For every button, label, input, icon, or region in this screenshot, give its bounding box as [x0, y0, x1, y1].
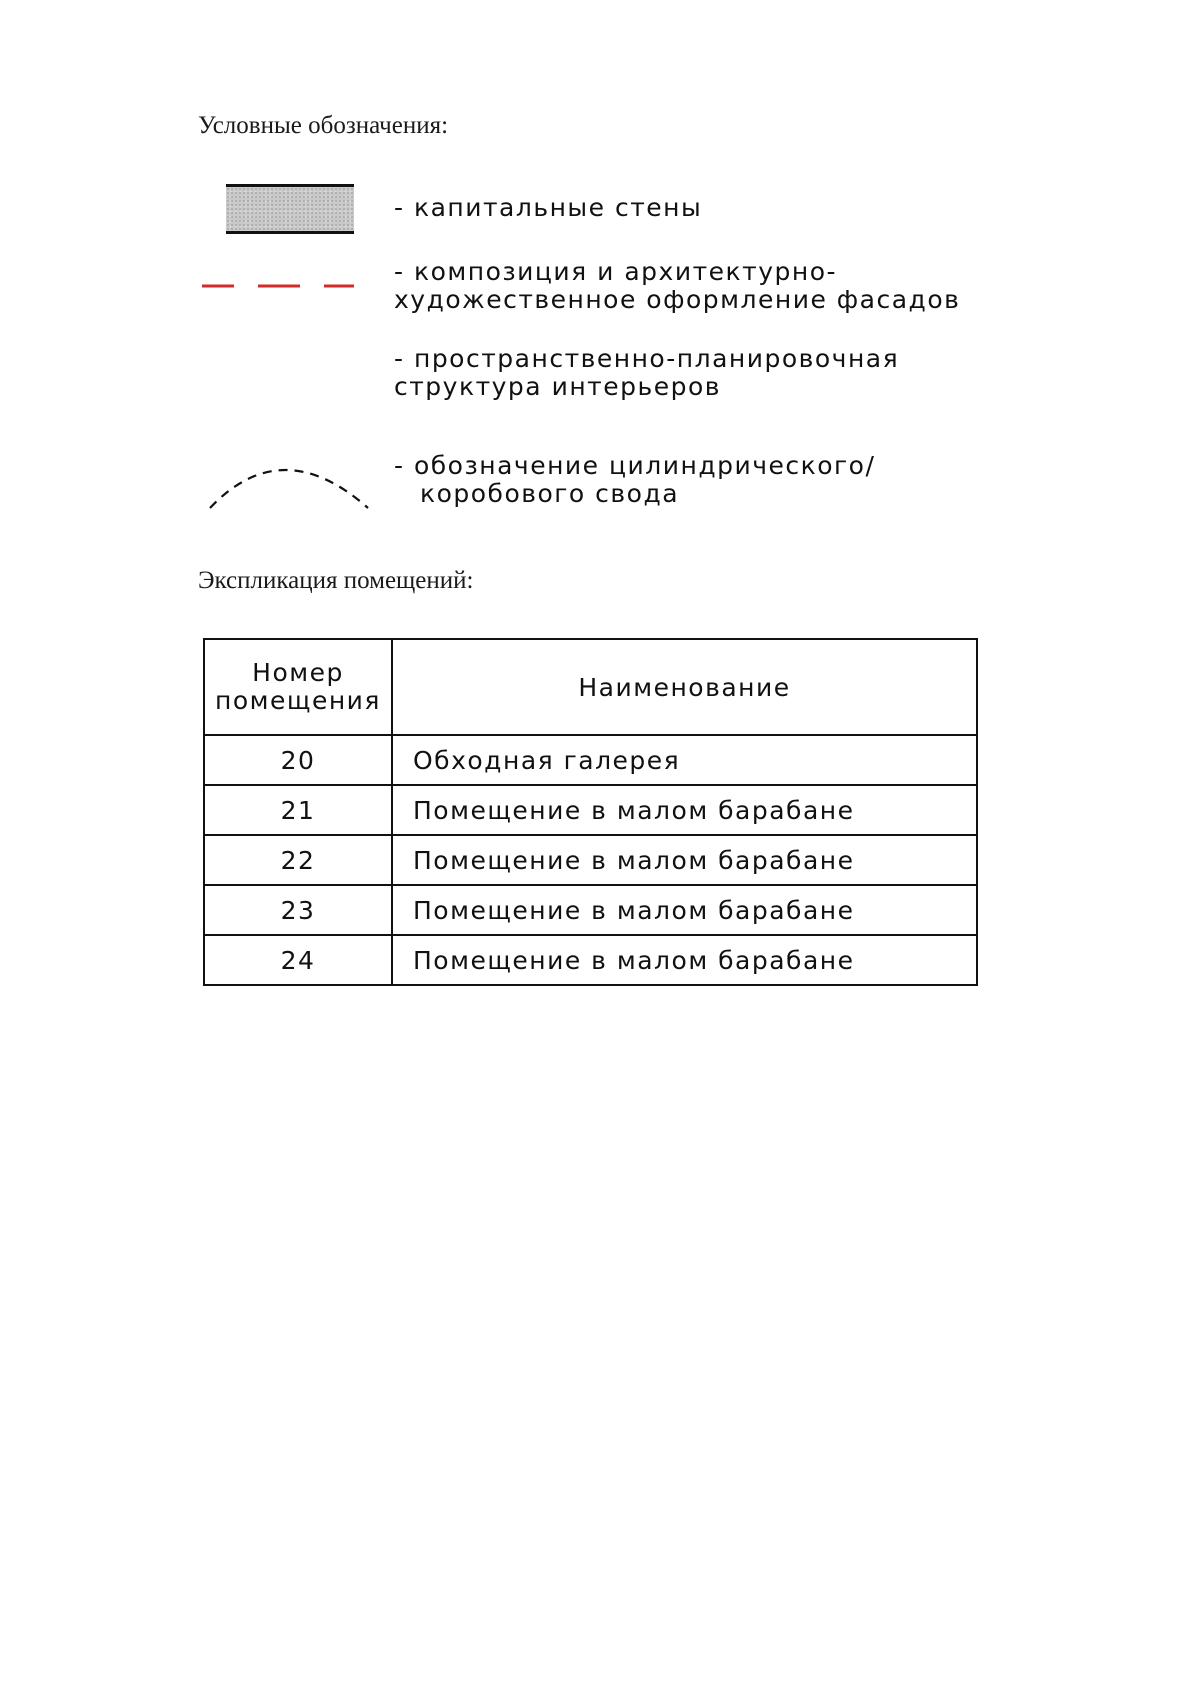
- table-row: [204, 735, 977, 785]
- legend-item-label-line: - капитальные стены: [394, 193, 703, 222]
- legend-item-label-line: коробового свода: [420, 479, 680, 508]
- legend-item-label: [394, 258, 960, 314]
- legend-item-interiors: [198, 345, 998, 405]
- legend-heading: Условные обозначения:: [198, 112, 449, 139]
- table-row: [204, 935, 977, 985]
- legend-item-vault: [198, 452, 998, 522]
- explication-heading: Экспликация помещений:: [198, 567, 474, 594]
- room-number-cell: 23: [204, 885, 392, 935]
- table-row: [204, 835, 977, 885]
- room-explication-table: [203, 638, 978, 986]
- room-number-cell: 21: [204, 785, 392, 835]
- legend-item-label-line: художественное оформление фасадов: [394, 285, 961, 314]
- room-number-cell: 20: [204, 735, 392, 785]
- table-row: [204, 885, 977, 935]
- room-name-cell: Помещение в малом барабане: [392, 835, 977, 885]
- legend-item-facades: [198, 258, 998, 318]
- legend-item-label-line: - композиция и архитектурно-: [394, 257, 838, 286]
- legend-item-label: [394, 345, 899, 401]
- legend-item-label: [394, 452, 875, 508]
- room-number-cell: 22: [204, 835, 392, 885]
- column-header-line: помещения: [215, 686, 381, 715]
- room-name-cell: Помещение в малом барабане: [392, 785, 977, 835]
- table-row: [204, 785, 977, 835]
- room-name-cell: Помещение в малом барабане: [392, 935, 977, 985]
- legend-item-label-line: - обозначение цилиндрического/: [394, 451, 876, 480]
- column-header-line: Номер: [252, 658, 344, 687]
- legend-item-label: [394, 194, 702, 222]
- legend-item-label-line: - пространственно-планировочная: [394, 344, 900, 373]
- column-header-name: Наименование: [392, 639, 977, 735]
- red-dashed-line-icon: [198, 258, 358, 302]
- room-number-cell: 24: [204, 935, 392, 985]
- legend-item-label-line: структура интерьеров: [394, 372, 721, 401]
- table-header-row: [204, 639, 977, 735]
- column-header-room-number: [204, 639, 392, 735]
- legend-item-load-bearing-walls: [198, 182, 998, 242]
- room-name-cell: Помещение в малом барабане: [392, 885, 977, 935]
- room-name-cell: Обходная галерея: [392, 735, 977, 785]
- dashed-arc-icon: [198, 452, 378, 516]
